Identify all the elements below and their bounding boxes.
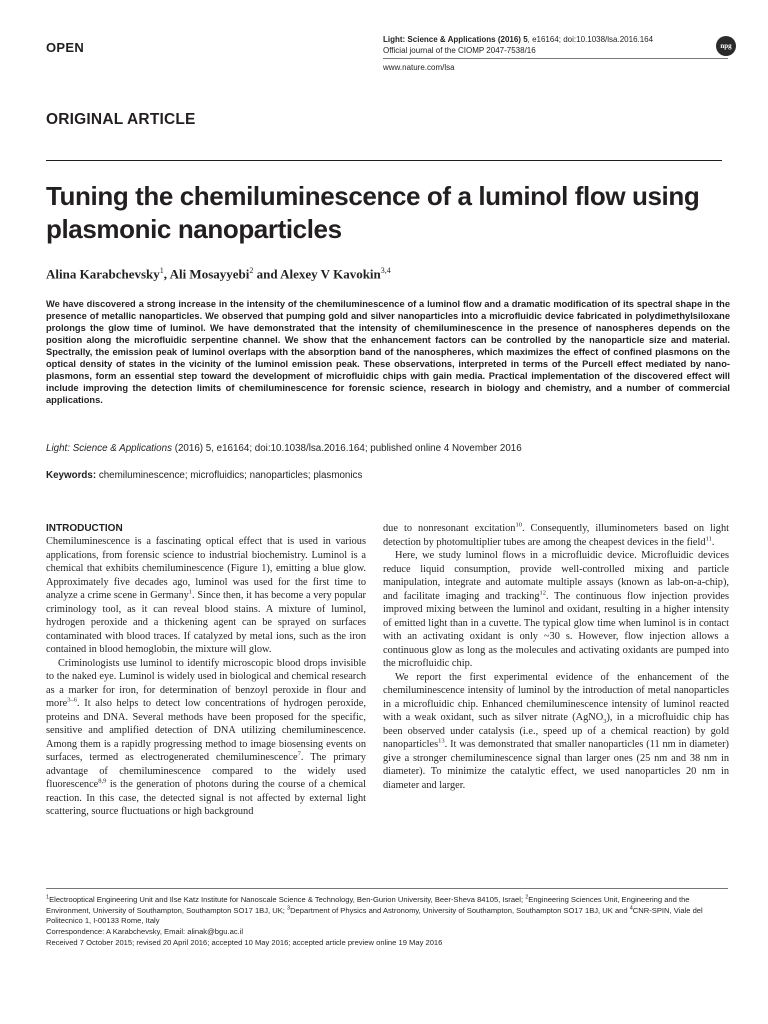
text-run: Chemiluminescence is a fascinating optical effect that is used in various applications, from forensic science to industrial biochemistry. Luminol is a chemical that exhibits chemiluminescence (Figure 1), emitting a blue glow. Approximately five decades ago, luminol was used for the first time to analyze a crime scene in Germany [46, 536, 366, 602]
section-heading-introduction: INTRODUCTION [46, 523, 123, 534]
reference-link[interactable]: 7 [297, 750, 301, 758]
text-run: . Since then, it has become a very popular criminology tool, as it can reveal blood stains. A mixture of luminol, hydrogen peroxide and a thickening agent can be sprayed on surfaces contaminated with blood traces. If catalyzed by metal ions, such as the iron contained in blood hemoglobin, the mixture will glow. [46, 590, 366, 656]
keywords-label: Keywords: [46, 470, 97, 481]
affiliation-text: Engineering Sciences Unit, Engineering and the Environment, University of Southampton, Southampton SO17 1BJ, UK; [46, 895, 690, 915]
journal-volume: 5 [523, 35, 528, 44]
received-dates: Received 7 October 2015; revised 20 April 2016; accepted 10 May 2016; accepted article preview online 19 May 2016 [46, 937, 443, 947]
abstract: We have discovered a strong increase in the intensity of the chemiluminescence of a luminol flow and a dramatic modification of its spectral shape in the presence of metallic nanoparticles. We observed that pumping gold and silver nanoparticles into a microfluidic device fabricated in polydimethylsiloxane prolongs the glow time of luminol. We have demonstrated that the intensity of chemiluminescence in the presence of nanospheres depends on the position along the microfluidic serpentine channel. We show that the enhancement factors can be controlled by the nanoparticle size and material. Spectrally, the emission peak of luminol overlaps with the absorption band of the nanospheres, which maximizes the effect of confined plasmons on the optical density of states in the vicinity of the luminol emission peak. These observations, interpreted in terms of the Purcell effect mediated by nano-plasmons, form an essential step toward the development of microfluidic chips with gain media. Practical implementation of the discovered effect will include improving the detection limits of chemiluminescence for forensic science, research in biology and chemistry, and a number of commercial applications. [46, 299, 730, 406]
paragraph [383, 522, 729, 549]
affiliations [46, 895, 728, 927]
text-run: . The continuous flow injection provides improved mixing between the luminol and oxidant, resulting in a higher intensity of emitted light than in a cuvette. The typical glow time when luminol is in contact with an activating oxidant is only ~30 s. However, flow injection allows a continuous glow as long as the molecules and activating oxidants are pumped into the microfluidic chip. [383, 590, 729, 669]
section-label: ORIGINAL ARTICLE [46, 111, 196, 128]
author-list [46, 266, 391, 282]
author-name: Alexey V Kavokin [280, 266, 381, 282]
text-run: ), in a microfluidic chip has been observed under catalysis (i.e., speed up of a chemical reaction) by gold nanoparticles [383, 712, 730, 750]
paragraph [383, 671, 729, 793]
affiliation-marker: 2 [525, 894, 529, 901]
journal-website-link[interactable]: www.nature.com/lsa [383, 63, 455, 72]
npg-logo: npg [716, 36, 736, 56]
title-divider [46, 160, 722, 161]
body-column-left [46, 522, 366, 819]
article-title: Tuning the chemiluminescence of a luminol flow using plasmonic nanoparticles [46, 181, 700, 244]
journal-info [383, 34, 713, 56]
affiliation-text: Department of Physics and Astronomy, University of Southampton, Southampton SO17 1BJ, UK and [290, 905, 630, 915]
reference-link[interactable]: 12 [539, 589, 547, 597]
text-run: . It was demonstrated that smaller nanoparticles (11 nm in diameter) give a stronger chemiluminescence signal than larger ones (25 nm and 38 nm in diameter). To minimize the catalytic effect, we used nanoparticles 20 nm in diameter and larger. [383, 739, 729, 791]
citation-details: (2016) 5, e16164; doi:10.1038/lsa.2016.164; published online 4 November 2016 [171, 443, 522, 454]
text-run: . Consequently, illuminometers based on light detection by photomultiplier tubes are among the cheapest devices in the field [383, 523, 729, 548]
author-affiliation-ref: 3,4 [380, 266, 391, 275]
citation-line [46, 443, 522, 454]
reference-link[interactable]: 13 [438, 737, 445, 745]
reference-link[interactable]: 3–6 [67, 696, 78, 704]
author-affiliation-ref: 1 [159, 266, 164, 275]
paragraph [46, 657, 366, 819]
journal-name: Light: Science & Applications (2016) [383, 35, 521, 44]
text-run: is the generation of photons during the course of a chemical reaction. In this case, the detected signal is not affected by external light scattering, source fluctuations or high background [46, 779, 366, 818]
paragraph [46, 535, 366, 657]
paragraph [383, 549, 729, 671]
affiliation-marker: 1 [46, 894, 50, 901]
text-run: We report the first experimental evidence of the enhancement of the chemiluminescence intensity of luminol by the introduction of metal nanoparticles in a microfluidic chip. Enhanced chemiluminescence intensity of luminol reacted with a weak oxidant, such as silver nitrate (AgNO [383, 671, 729, 723]
body-column-right [383, 522, 729, 792]
header-divider [383, 58, 728, 59]
reference-link[interactable]: 8,9 [98, 777, 107, 785]
footnote-divider [46, 888, 728, 889]
keywords-line [46, 470, 362, 481]
affiliation-marker: 4 [629, 905, 633, 912]
official-journal: Official journal of the CIOMP 2047-7538/16 [383, 46, 536, 55]
text-run: . The primary advantage of chemiluminescence compared to the widely used fluorescence [46, 752, 366, 791]
open-access-label: OPEN [46, 40, 85, 55]
author-separator: , [163, 266, 170, 282]
text-run: . It also helps to detect low concentrations of hydrogen peroxide, proteins and DNA. Several methods have been proposed for the specific, sensitive and amplified detection of DNA utilizing chemiluminescence. Among them is a rapidly progressing method to image biosensing events on surfaces, termed as electrogenerated chemiluminescence [46, 698, 366, 764]
affiliation-marker: 3 [287, 905, 291, 912]
text-run: . [711, 536, 715, 548]
author-separator: and [253, 266, 281, 282]
author-name: Alina Karabchevsky [46, 266, 160, 282]
footnotes [46, 895, 728, 949]
keywords-list: chemiluminescence; microfluidics; nanoparticles; plasmonics [96, 470, 363, 481]
correspondence: Correspondence: A Karabchevsky, Email: alinak@bgu.ac.il [46, 927, 244, 937]
affiliation-text: CNR-SPIN, Viale del Politecnico 1, I-00133 Rome, Italy [46, 905, 703, 926]
journal-citation: , e16164; doi:10.1038/lsa.2016.164 [527, 35, 654, 44]
reference-link[interactable]: 11 [705, 535, 712, 543]
affiliation-text: Electrooptical Engineering Unit and Ilse Katz Institute for Nanoscale Science & Technology, Ben-Gurion University, Beer-Sheva 84105, Israel; [49, 895, 526, 904]
chemical-subscript: 3 [603, 718, 607, 726]
author-affiliation-ref: 2 [249, 266, 254, 275]
reference-link[interactable]: 1 [188, 588, 193, 596]
citation-journal: Light: Science & Applications [46, 443, 172, 454]
reference-link[interactable]: 10 [515, 521, 522, 529]
author-name: Ali Mosayyebi [169, 266, 250, 282]
text-run: due to nonresonant excitation [383, 523, 516, 534]
text-run: Criminologists use luminol to identify microscopic blood drops invisible to the naked eye. Luminol is widely used in biological and chemical research as a marker for iron, for determination of benzoyl peroxide in flour and more [46, 657, 366, 710]
text-run: Here, we study luminol flows in a microfluidic device. Microfluidic devices reduce liquid consumption, provide well-controlled mixing and particle manipulation, integrate and automate multiple assays (known as lab-on-a-chip), and facilitate imaging and tracking [383, 550, 729, 602]
